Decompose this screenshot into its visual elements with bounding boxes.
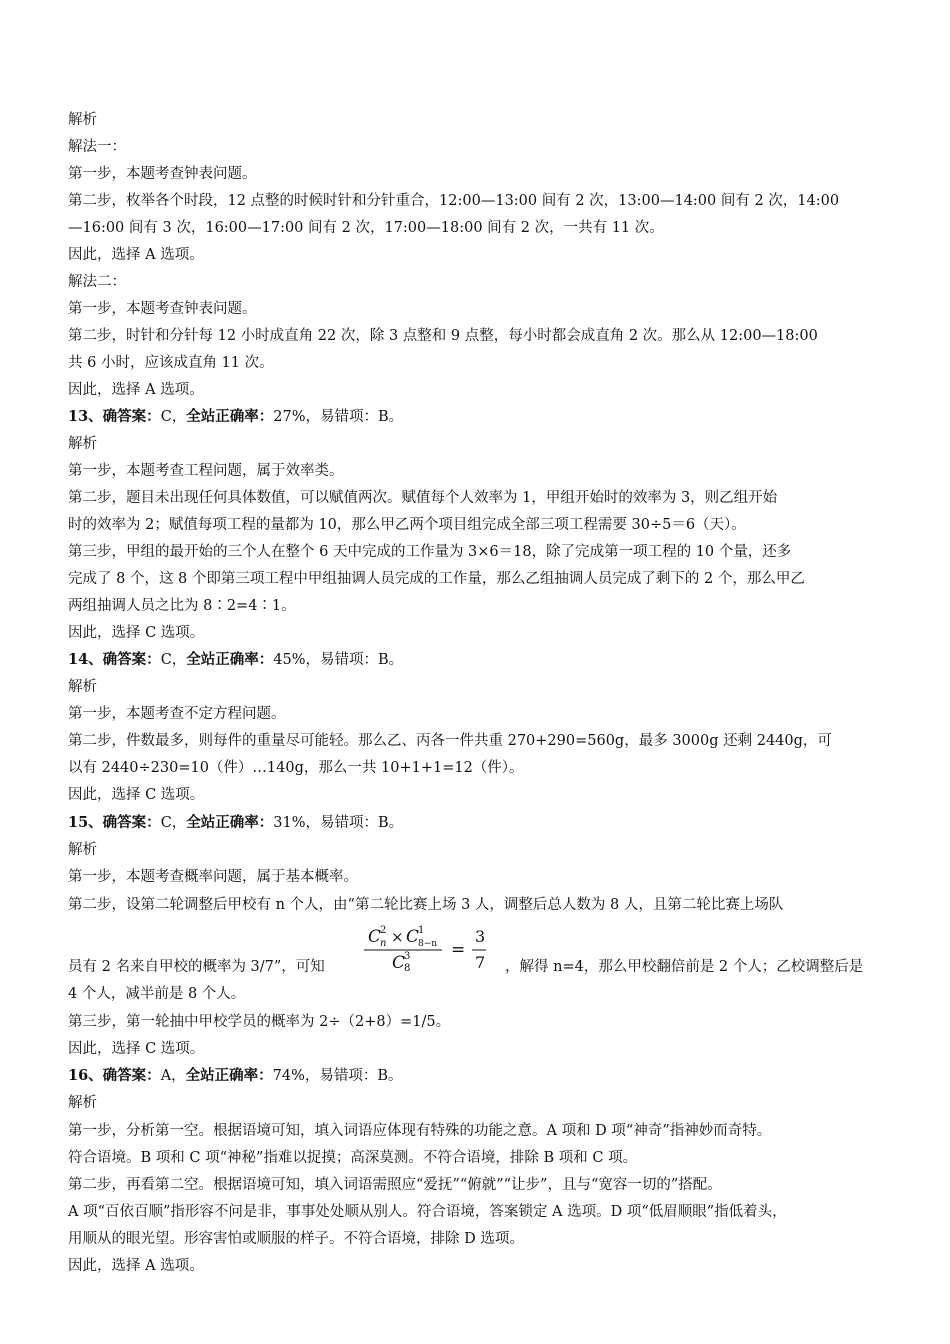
answer-label: 15、确答案： (68, 814, 161, 831)
formula-c2: C (406, 927, 420, 947)
text-line: A 项“百依百顺”指形容不问是非，事事处处顺从别人。符合语境，答案锁定 A 选项。D 项“低眉顺眼”指低着头， (68, 1204, 787, 1220)
formula-c3-sup: 3 (404, 951, 411, 962)
formula-c3-sub: 8 (404, 963, 411, 972)
text-line: 符合语境。B 项和 C 项“神秘”指难以捉摸；高深莫测。不符合语境，排除 B 项和 C 项。 (68, 1150, 638, 1166)
rate-label: 全站正确率： (186, 408, 274, 425)
text-line: 员有 2 名来自甲校的概率为 3/7”，可知 (68, 959, 325, 975)
text-line: 第二步，时针和分针每 12 小时成直角 22 次，除 3 点整和 9 点整，每小时都会成直角 2 次。那么从 12:00—18:00 (68, 328, 818, 344)
answer-value: C， (160, 652, 187, 668)
answer-label: 13、确答案： (68, 408, 161, 425)
formula-c2-sub: 8−n (418, 939, 438, 949)
text-line: 因此，选择 A 选项。 (68, 247, 204, 263)
text-line: 解法二： (68, 274, 126, 290)
text-line: 第二步，枚举各个时段，12 点整的时候时针和分针重合，12:00—13:00 间有 2 次，13:00—14:00 间有 2 次，14:00 (68, 193, 840, 209)
formula-denominator: 7 (475, 953, 486, 972)
formula-c3: C (392, 953, 406, 972)
text-line: —16:00 间有 3 次，16:00—17:00 间有 2 次，17:00—18:00 间有 2 次，一共有 11 次。 (68, 220, 664, 236)
text-line: 第三步，第一轮抽中甲校学员的概率为 2÷（2+8）=1/5。 (68, 1014, 451, 1030)
text-line: 第一步，分析第一空。根据语境可知，填入词语应体现有特殊的功能之意。A 项和 D 项“神奇”指神妙而奇特。 (68, 1123, 772, 1139)
probability-formula (360, 922, 500, 972)
answer-value: A， (160, 1068, 186, 1084)
text-line: 第一步，本题考查概率问题，属于基本概率。 (68, 869, 358, 885)
rate-value: 45%，易错项：B。 (273, 652, 404, 668)
rate-value: 31%，易错项：B。 (273, 815, 404, 831)
text-line: 第三步，甲组的最开始的三个人在整个 6 天中完成的工作量为 3×6＝18，除了完成第一项工程的 10 个量，还多 (68, 544, 792, 560)
text-line: 共 6 小时，应该成直角 11 次。 (68, 355, 274, 371)
formula-equals: = (451, 940, 466, 960)
answer-line-14 (68, 650, 403, 670)
text-line: 解析 (68, 1095, 97, 1111)
formula-c1-sup: 2 (380, 925, 387, 936)
text-line: 第一步，本题考查工程问题，属于效率类。 (68, 463, 344, 479)
text-line: 解析 (68, 112, 97, 128)
rate-value: 27%，易错项：B。 (273, 409, 404, 425)
text-line: 第一步，本题考查钟表问题。 (68, 301, 257, 317)
formula-c2-sup: 1 (418, 925, 425, 936)
answer-label: 16、确答案： (68, 1067, 161, 1084)
formula-numerator: 3 (475, 927, 486, 946)
text-line: 解析 (68, 436, 97, 452)
answer-line-15 (68, 813, 403, 833)
text-line: 第二步，题目未出现任何具体数值，可以赋值两次。赋值每个人效率为 1，甲组开始时的效率为 3，则乙组开始 (68, 490, 778, 506)
answer-line-16 (68, 1066, 403, 1086)
formula-times: × (391, 928, 404, 946)
text-line: ，解得 n=4，那么甲校翻倍前是 2 个人；乙校调整后是 (505, 959, 864, 975)
text-line: 因此，选择 C 选项。 (68, 625, 205, 641)
formula-c1: C (368, 927, 382, 947)
rate-label: 全站正确率： (186, 814, 274, 831)
text-line: 时的效率为 2；赋值每项工程的量都为 10，那么甲乙两个项目组完成全部三项工程需要 30÷5＝6（天）。 (68, 517, 746, 533)
rate-label: 全站正确率： (185, 1067, 273, 1084)
text-line: 第二步，设第二轮调整后甲校有 n 个人，由“第二轮比赛上场 3 人，调整后总人数为 8 人，且第二轮比赛上场队 (68, 897, 784, 913)
text-line: 解法一： (68, 139, 126, 155)
answer-value: C， (160, 409, 187, 425)
text-line: 两组抽调人员之比为 8∶2=4∶1。 (68, 598, 296, 614)
text-line: 因此，选择 A 选项。 (68, 1258, 204, 1274)
text-line: 以有 2440÷230=10（件）…140g，那么一共 10+1+1=12（件）。 (68, 760, 524, 776)
text-line: 第二步，件数最多，则每件的重量尽可能轻。那么乙、丙各一件共重 270+290=560g，最多 3000g 还剩 2440g，可 (68, 733, 832, 749)
answer-line-13 (68, 407, 403, 427)
rate-value: 74%，易错项：B。 (272, 1068, 403, 1084)
text-line: 解析 (68, 679, 97, 695)
text-line: 完成了 8 个，这 8 个即第三项工程中甲组抽调人员完成的工作量，那么乙组抽调人员完成了剩下的 2 个，那么甲乙 (68, 571, 805, 587)
text-line: 第一步，本题考查钟表问题。 (68, 166, 257, 182)
text-line: 因此，选择 A 选项。 (68, 382, 204, 398)
formula-c1-sub: n (380, 938, 387, 949)
text-line: 解析 (68, 842, 97, 858)
answer-label: 14、确答案： (68, 651, 161, 668)
text-line: 因此，选择 C 选项。 (68, 1041, 205, 1057)
text-line: 因此，选择 C 选项。 (68, 787, 205, 803)
text-line: 4 个人，减半前是 8 个人。 (68, 986, 246, 1002)
text-line: 第二步，再看第二空。根据语境可知，填入词语需照应“爱抚”“俯就”“让步”，且与“宽容一切的”搭配。 (68, 1177, 722, 1193)
answer-value: C， (160, 815, 187, 831)
rate-label: 全站正确率： (186, 651, 274, 668)
text-line: 第一步，本题考查不定方程问题。 (68, 706, 286, 722)
text-line: 用顺从的眼光望。形容害怕或顺服的样子。不符合语境，排除 D 选项。 (68, 1231, 524, 1247)
